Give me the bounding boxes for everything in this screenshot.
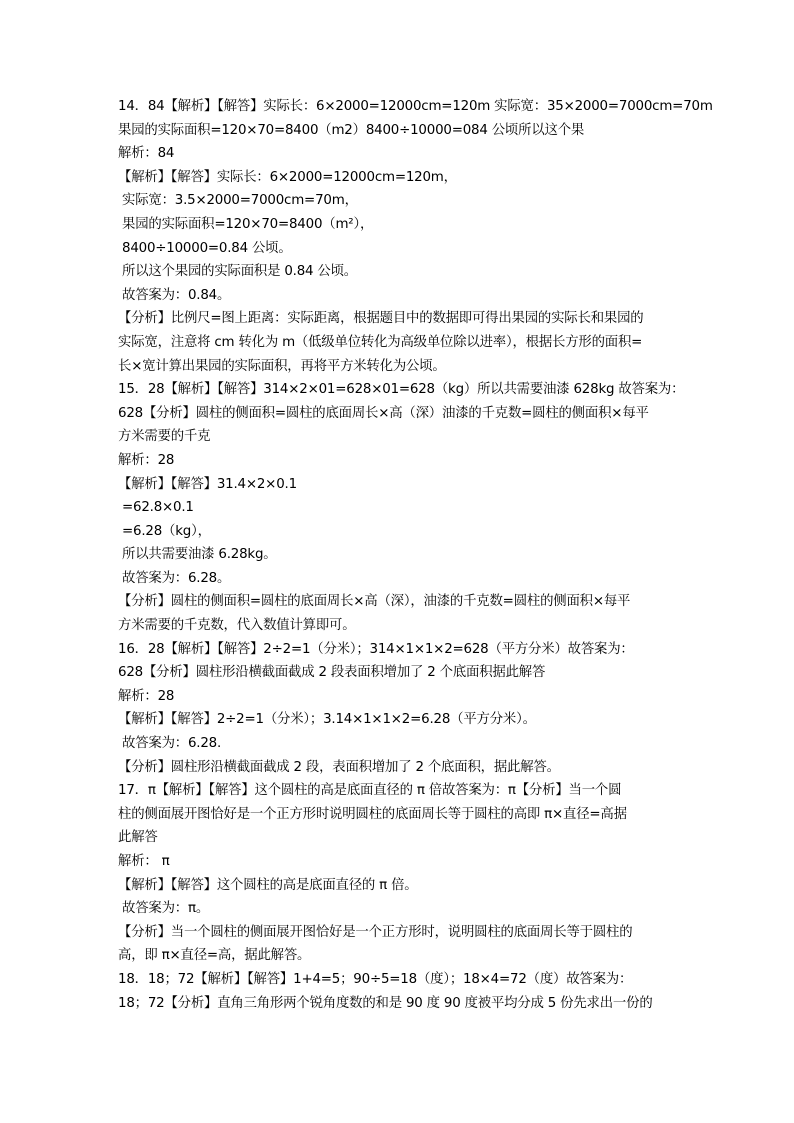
text-line: 所以共需要油漆 6.28kg。	[122, 547, 277, 563]
text-line: 【解析】【解答】31.4×2×0.1	[118, 476, 297, 492]
text-line: 【分析】圆柱的侧面积=圆柱的底面周长×高（深），油漆的千克数=圆柱的侧面积×每平	[118, 594, 631, 610]
text-line: 果园的实际面积=120×70=8400（m²），	[122, 216, 374, 232]
text-line: 【分析】比例尺=图上距离：实际距离，根据题目中的数据即可得出果园的实际长和果园的	[118, 311, 644, 327]
text-line: 故答案为：π。	[122, 901, 210, 917]
text-line: 故答案为：0.84。	[122, 287, 231, 303]
text-line: 628【分析】圆柱形沿横截面截成 2 段表面积增加了 2 个底面积据此解答	[118, 665, 546, 681]
text-line: 此解答	[118, 830, 158, 846]
text-line: 15．28【解析】【解答】314×2×01=628×01=628（kg）所以共需要油漆 628kg 故答案为：	[118, 382, 685, 398]
text-line: 解析： π	[118, 854, 170, 869]
text-line: 解析：84	[118, 146, 175, 162]
text-line: 所以这个果园的实际面积是 0.84 公顷。	[122, 264, 357, 280]
text-line: 柱的侧面展开图恰好是一个正方形时说明圆柱的底面周长等于圆柱的高即 π×直径=高据	[118, 806, 627, 822]
text-line: 18；72【分析】直角三角形两个锐角度数的和是 90 度 90 度被平均分成 5 份先求出一份的	[118, 995, 653, 1011]
text-line: 【解析】【解答】2÷2=1（分米）；3.14×1×1×2=6.28（平方分米）。	[118, 712, 536, 728]
text-line: 实际宽，注意将 cm 转化为 m（低级单位转化为高级单位除以进率），根据长方形的面积=	[118, 334, 643, 350]
text-line: 方米需要的千克	[118, 429, 211, 445]
text-line: 14．84【解析】【解答】实际长：6×2000=12000cm=120m 实际宽：35×2000=7000cm=70m	[118, 99, 713, 114]
text-line: 果园的实际面积=120×70=8400（m2）8400÷10000=084 公顷所以这个果	[118, 122, 585, 138]
text-line: 解析：28	[118, 688, 175, 704]
text-line: 【分析】圆柱形沿横截面截成 2 段，表面积增加了 2 个底面积，据此解答。	[118, 759, 560, 775]
text-line: 长×宽计算出果园的实际面积，再将平方米转化为公顷。	[118, 358, 446, 374]
text-line: 17．π【解析】【解答】这个圆柱的高是底面直径的 π 倍故答案为：π【分析】当一个圆	[118, 783, 622, 799]
text-line: 18．18；72【解析】【解答】1+4=5；90÷5=18（度）；18×4=72（度）故答案为：	[118, 971, 633, 987]
text-line: 高，即 π×直径=高，据此解答。	[118, 948, 311, 964]
text-line: 故答案为：6.28.	[122, 736, 222, 752]
text-line: 628【分析】圆柱的侧面积=圆柱的底面周长×高（深）油漆的千克数=圆柱的侧面积×每平	[118, 405, 649, 421]
text-line: 实际宽：3.5×2000=7000cm=70m，	[122, 193, 358, 209]
text-line: 8400÷10000=0.84 公顷。	[122, 240, 292, 256]
text-line: 【解析】【解答】实际长：6×2000=12000cm=120m，	[118, 169, 457, 185]
text-line: =6.28（kg），	[122, 523, 211, 539]
text-line: 方米需要的千克数，代入数值计算即可。	[118, 618, 356, 634]
document-page	[118, 95, 713, 1015]
text-line: 解析：28	[118, 452, 175, 468]
text-line: 【分析】当一个圆柱的侧面展开图恰好是一个正方形时，说明圆柱的底面周长等于圆柱的	[118, 924, 633, 940]
text-line: 故答案为：6.28。	[122, 570, 231, 586]
text-line: 16．28【解析】【解答】2÷2=1（分米）；314×1×1×2=628（平方分米）故答案为：	[118, 641, 634, 657]
text-line: 【解析】【解答】这个圆柱的高是底面直径的 π 倍。	[118, 877, 418, 893]
text-line: =62.8×0.1	[122, 500, 194, 516]
